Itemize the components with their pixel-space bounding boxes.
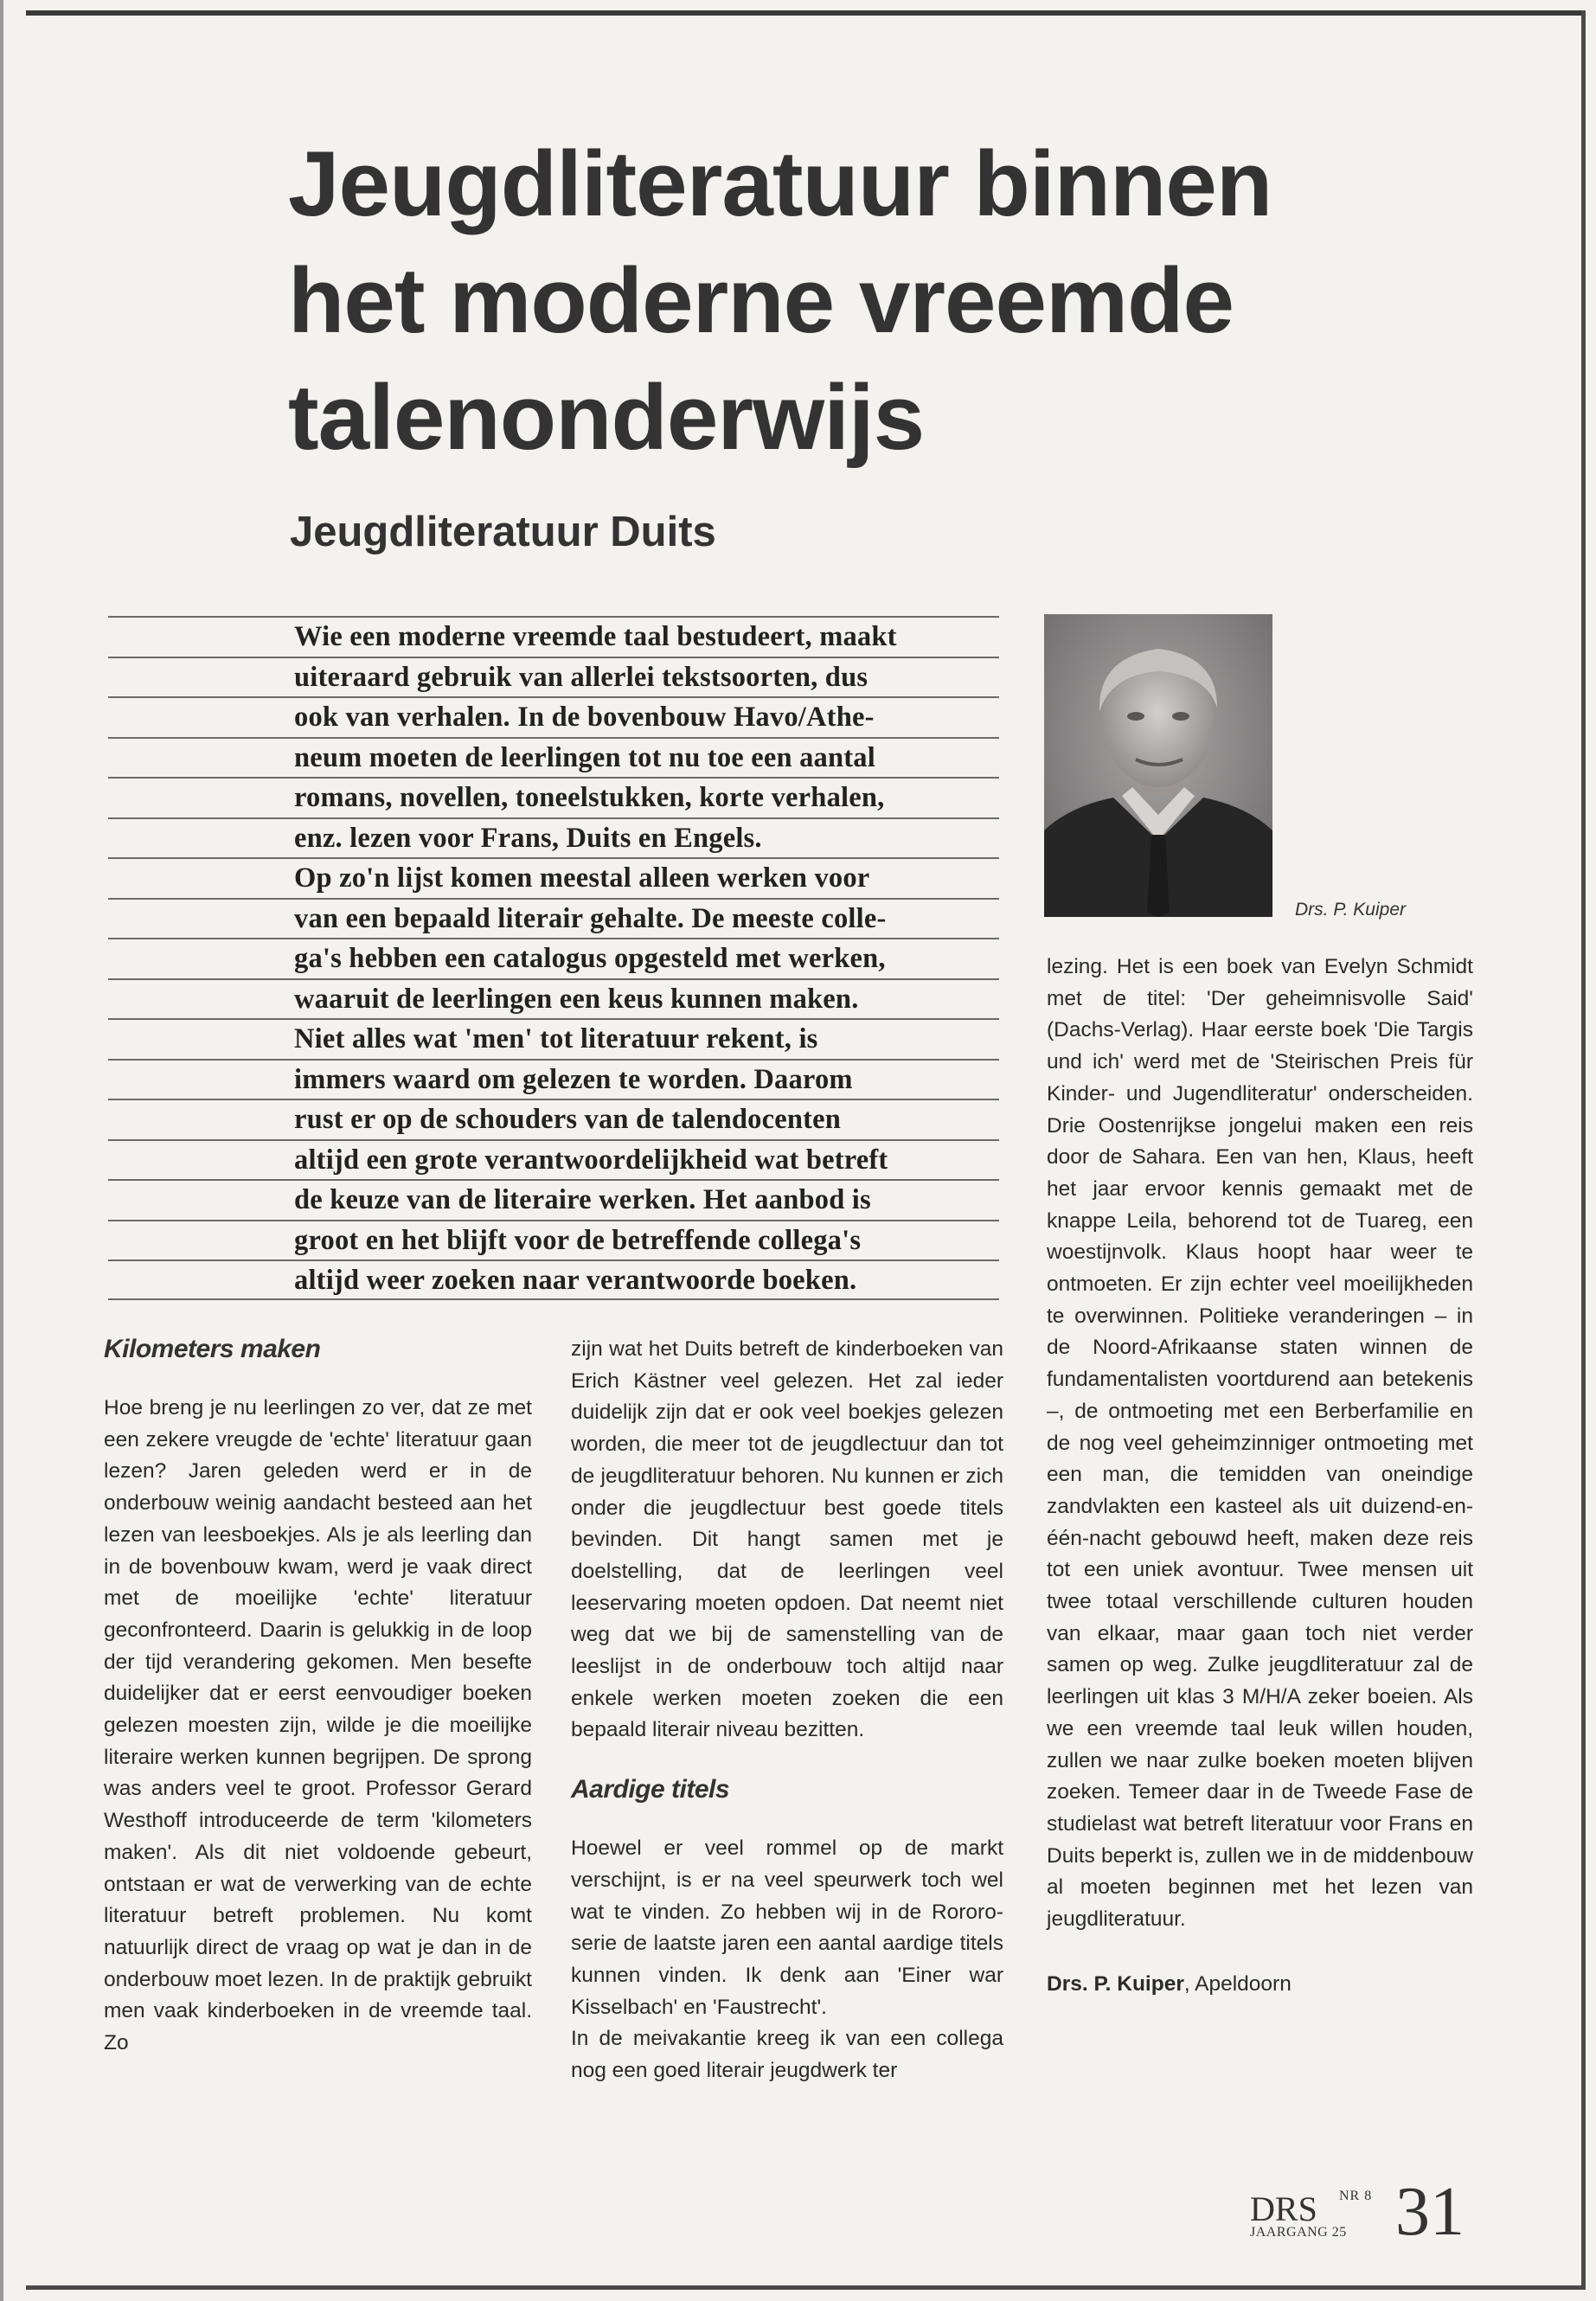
title-line: Jeugdliteratuur binnen [288,131,1272,235]
body-paragraph: zijn wat het Duits betreft de kinderboeken van Erich Kästner veel gelezen. Het zal ieder duidelijk zijn dat er ook veel boekjes gelezen worden, die meer tot de jeugdlectuur dan tot de jeugdliteratuur behoren. Nu kunnen er zich onder die jeugdlectuur best goede titels bevinden. Dit hangt samen met je doelstelling, dat de leerlingen veel leeservaring moeten opdoen. Dat neemt niet weg dat we bij de samenstelling van de leeslijst in de onderbouw toch altijd naar enkele werken moeten zoeken die een bepaald literair niveau bezitten. [571,1337,1003,1742]
title-line: het moderne vreemde [288,248,1234,352]
article-subtitle: Jeugdliteratuur Duits [290,509,716,555]
intro-line: waaruit de leerlingen een keus kunnen maken. [108,978,999,1019]
section-heading-kilometers: Kilometers maken [104,1335,321,1363]
scan-border-left [0,0,3,2301]
page-footer [1250,2174,1492,2250]
signature-name: Drs. P. Kuiper [1047,1971,1184,1996]
photo-caption: Drs. P. Kuiper [1295,900,1406,920]
intro-line: de keuze van de literaire werken. Het aanbod is [108,1179,999,1220]
scan-border-top [26,10,1583,16]
body-paragraph: In de meivakantie kreeg ik van een collega nog een goed literair jeugdwerk ter [571,2027,1003,2083]
intro-line: enz. lezen voor Frans, Duits en Engels. [108,817,999,858]
intro-line: ook van verhalen. In de bovenbouw Havo/Athe- [108,696,999,737]
intro-line: immers waard om gelezen te worden. Daarom [108,1059,999,1099]
body-paragraph: lezing. Het is een boek van Evelyn Schmidt met de titel: 'Der geheimnisvolle Said' (Dachs-Verlag). Haar eerste boek 'Die Targis und ich' werd met de 'Steirischen Preis für Kinder- und Jugendliteratur' onderscheiden. Drie Oostenrijkse jongelui maken een reis door de Sahara. Een van hen, Klaus, heeft het jaar ervoor kennis gemaakt met de knappe Leila, behorend tot de Tuareg, een woestijnvolk. Klaus hoopt haar weer te ontmoeten. Er zijn echter veel moeilijkheden te overwinnen. Politieke veranderingen – in de Noord-Afrikaanse staten winnen de fundamentalisten voortdurend aan betekenis –, de ontmoeting met een Berberfamilie en de nog veel geheimzinniger ontmoeting met een man, die temidden van oneindige zandvlakten een kasteel als uit duizend-en-één-nacht gebouwd heeft, maken deze reis tot een uniek avontuur. Twee mensen uit twee totaal verschillende culturen houden van elkaar, maar gaan toch niet verder samen op weg. Zulke jeugdliteratuur zal de leerlingen uit klas 3 M/H/A zeker boeien. Als we een vreemde taal leuk willen houden, zullen we naar zulke boeken moeten blijven zoeken. Temeer daar in de Tweede Fase de studielast wat betreft literatuur voor Frans en Duits beperkt is, zullen we in de middenbouw al moeten beginnen met het lezen van jeugdliteratuur. [1047,955,1473,1932]
intro-line: rust er op de schouders van de talendocenten [108,1099,999,1139]
intro-line: neum moeten de leerlingen tot nu toe een aantal [108,737,999,778]
title-line: talenonderwijs [288,365,925,469]
volume-label: JAARGANG 25 [1250,2225,1347,2240]
intro-block [108,616,999,1308]
page-number: 31 [1395,2174,1465,2250]
body-paragraph: Hoewel er veel rommel op de markt verschijnt, is er na veel speurwerk toch wel wat te vinden. Zo hebben wij in de Rororo-serie de laatste jaren een aantal aardige titels kunnen vinden. Ik denk aan 'Einer war Kisselbach' en 'Faustrecht'. [571,1836,1003,2019]
author-signature [1047,1969,1473,2001]
intro-line: van een bepaald literair gehalte. De meeste colle- [108,898,999,939]
body-paragraph: Hoe breng je nu leerlingen zo ver, dat ze met een zekere vreugde de 'echte' literatuur gaan lezen? Jaren geleden werd er in de onderbouw weinig aandacht besteed aan het lezen van leesboekjes. Als je als leerling dan in de bovenbouw kwam, werd je vaak direct met de moeilijke 'echte' literatuur geconfronteerd. Daarin is gelukkig in de loop der tijd verandering gekomen. Men besefte duidelijker dat er eerst eenvoudiger boeken gelezen moesten zijn, wilde je die moeilijke literaire werken kunnen begrijpen. De sprong was anders veel te groot. Professor Gerard Westhoff introduceerde de term 'kilometers maken'. Als dit niet voldoende gebeurt, ontstaan er wat de verwerking van de echte literatuur betreft problemen. Nu komt natuurlijk direct de vraag op wat je dan in de onderbouw moet lezen. In de praktijk gebruikt men vaak kinderboeken in de vreemde taal. Zo [104,1396,532,2055]
intro-line: ga's hebben een catalogus opgesteld met werken, [108,938,999,978]
body-column-3 [1047,952,1473,2001]
signature-place: , Apeldoorn [1183,1971,1292,1996]
intro-line: altijd een grote verantwoordelijkheid wat betreft [108,1139,999,1180]
intro-line: romans, novellen, toneelstukken, korte verhalen, [108,777,999,817]
article-title [288,125,1499,476]
issue-number: NR 8 [1339,2189,1373,2203]
intro-line: Op zo'n lijst komen meestal alleen werken voor [108,857,999,898]
body-column-1 [104,1332,532,2060]
intro-line: Wie een moderne vreemde taal bestudeert, maakt [108,616,999,657]
intro-line: Niet alles wat 'men' tot literatuur rekent, is [108,1018,999,1059]
intro-line: altijd weer zoeken naar verantwoorde boeken. [108,1259,999,1300]
section-heading-aardige-titels: Aardige titels [571,1775,730,1804]
scan-border-right [1581,10,1586,2285]
body-column-2 [571,1334,1003,2087]
portrait-illustration [1044,614,1272,917]
intro-line: groot en het blijft voor de betreffende collega's [108,1220,999,1260]
scan-border-bottom [26,2285,1586,2290]
magazine-name: DRS [1250,2189,1317,2228]
intro-line: uiteraard gebruik van allerlei tekstsoorten, dus [108,657,999,697]
author-photo [1044,614,1272,917]
